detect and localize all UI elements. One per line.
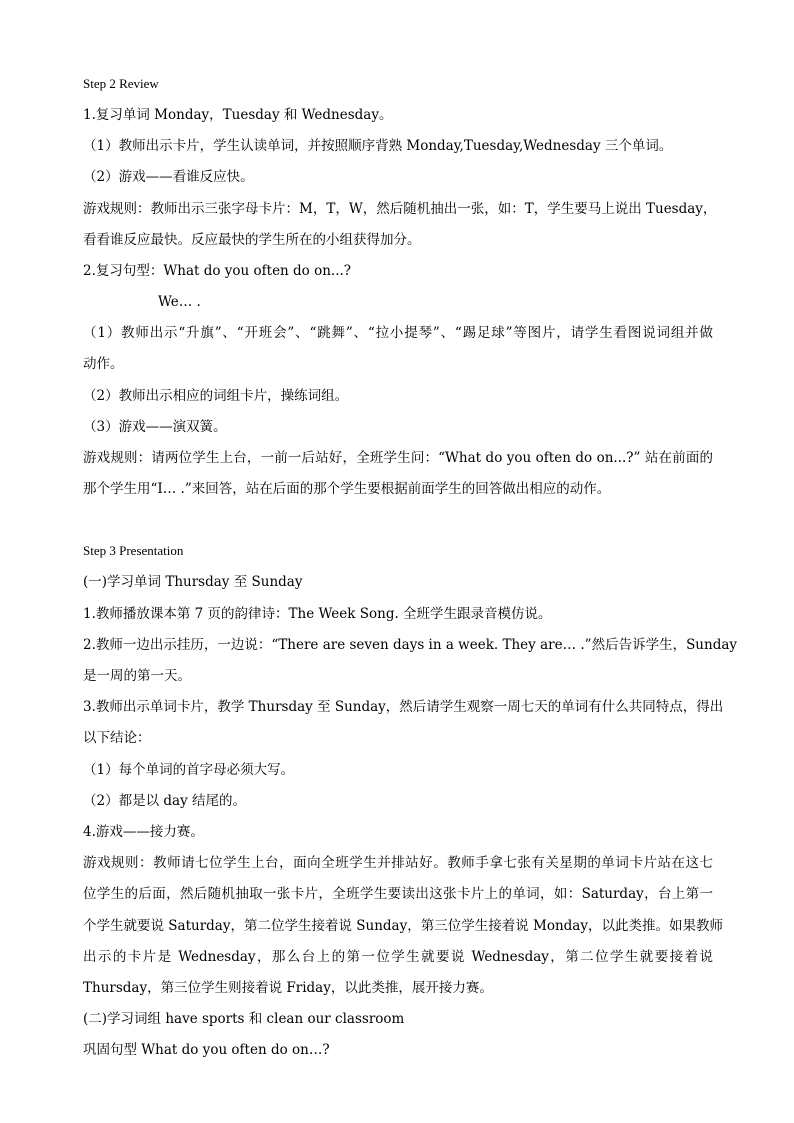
sentence-practice: 巩固句型 What do you often do on…? [83,1042,330,1058]
game-rule-3-line-3: 个学生就要说 Saturday，第二位学生接着说 Sunday，第三位学生接着说 Monday，以此类推。如果教师 [83,918,723,934]
review-item-2-sub-2: （2）教师出示相应的词组卡片，操练词组。 [83,388,349,404]
review-item-1-sub-1: （1）教师出示卡片，学生认读单词，并按照顺序背熟 Monday,Tuesday,Wednesday 三个单词。 [83,138,673,154]
conclusion-2: （2）都是以 day 结尾的。 [83,793,246,809]
game-rule-3-line-5: Thursday，第三位学生则接着说 Friday，以此类推，展开接力赛。 [83,980,493,996]
presentation-item-3-line-1: 3.教师出示单词卡片，教学 Thursday 至 Sunday，然后请学生观察一周七天的单词有什么共同特点，得出 [83,699,724,715]
game-rule-2-line-2: 那个学生用“I… .”来回答，站在后面的那个学生要根据前面学生的回答做出相应的动作。 [83,481,611,497]
review-item-1-sub-2: （2）游戏——看谁反应快。 [83,169,254,185]
presentation-item-3-line-2: 以下结论： [83,730,151,746]
step3-heading: Step 3 Presentation [83,543,184,558]
game-rule-3-line-4: 出示的卡片是 Wednesday，那么台上的第一位学生就要说 Wednesday，第二位学生就要接着说 [83,949,713,965]
review-item-2-sub-1-line-2: 动作。 [83,356,124,372]
review-item-2: 2.复习句型：What do you often do on...? [83,263,352,279]
game-rule-2-line-1: 游戏规则：请两位学生上台，一前一后站好，全班学生问：“What do you often do on...?” 站在前面的 [83,450,713,466]
review-item-2-sub-3: （3）游戏——演双簧。 [83,419,227,435]
presentation-item-4: 4.游戏——接力赛。 [83,824,204,840]
presentation-part-1-title: (一)学习单词 Thursday 至 Sunday [83,574,303,590]
presentation-item-2-line-1: 2.教师一边出示挂历，一边说：“There are seven days in a week. They are… .”然后告诉学生，Sunday [83,637,738,653]
presentation-item-2-line-2: 是一周的第一天。 [83,668,191,684]
presentation-part-2-title: (二)学习词组 have sports 和 clean our classroom [83,1011,405,1027]
review-item-2-answer: We… . [158,294,201,310]
game-rule-3-line-1: 游戏规则：教师请七位学生上台，面向全班学生并排站好。教师手拿七张有关星期的单词卡片站在这七 [83,855,713,871]
conclusion-1: （1）每个单词的首字母必须大写。 [83,762,295,778]
step2-heading: Step 2 Review [83,76,159,91]
game-rule-1-line-1: 游戏规则：教师出示三张字母卡片：M，T，W，然后随机抽出一张，如：T，学生要马上说出 Tuesday， [83,201,717,217]
presentation-item-1: 1.教师播放课本第 7 页的韵律诗：The Week Song. 全班学生跟录音模仿说。 [83,606,552,622]
game-rule-3-line-2: 位学生的后面，然后随机抽取一张卡片，全班学生要读出这张卡片上的单词，如：Saturday，台上第一 [83,886,713,902]
game-rule-1-line-2: 看看谁反应最快。反应最快的学生所在的小组获得加分。 [83,232,421,248]
review-item-2-sub-1-line-1: （1）教师出示“升旗”、“开班会”、“跳舞”、“拉小提琴”、“踢足球”等图片，请学生看图说词组并做 [83,325,713,341]
review-item-1: 1.复习单词 Monday，Tuesday 和 Wednesday。 [83,107,393,123]
